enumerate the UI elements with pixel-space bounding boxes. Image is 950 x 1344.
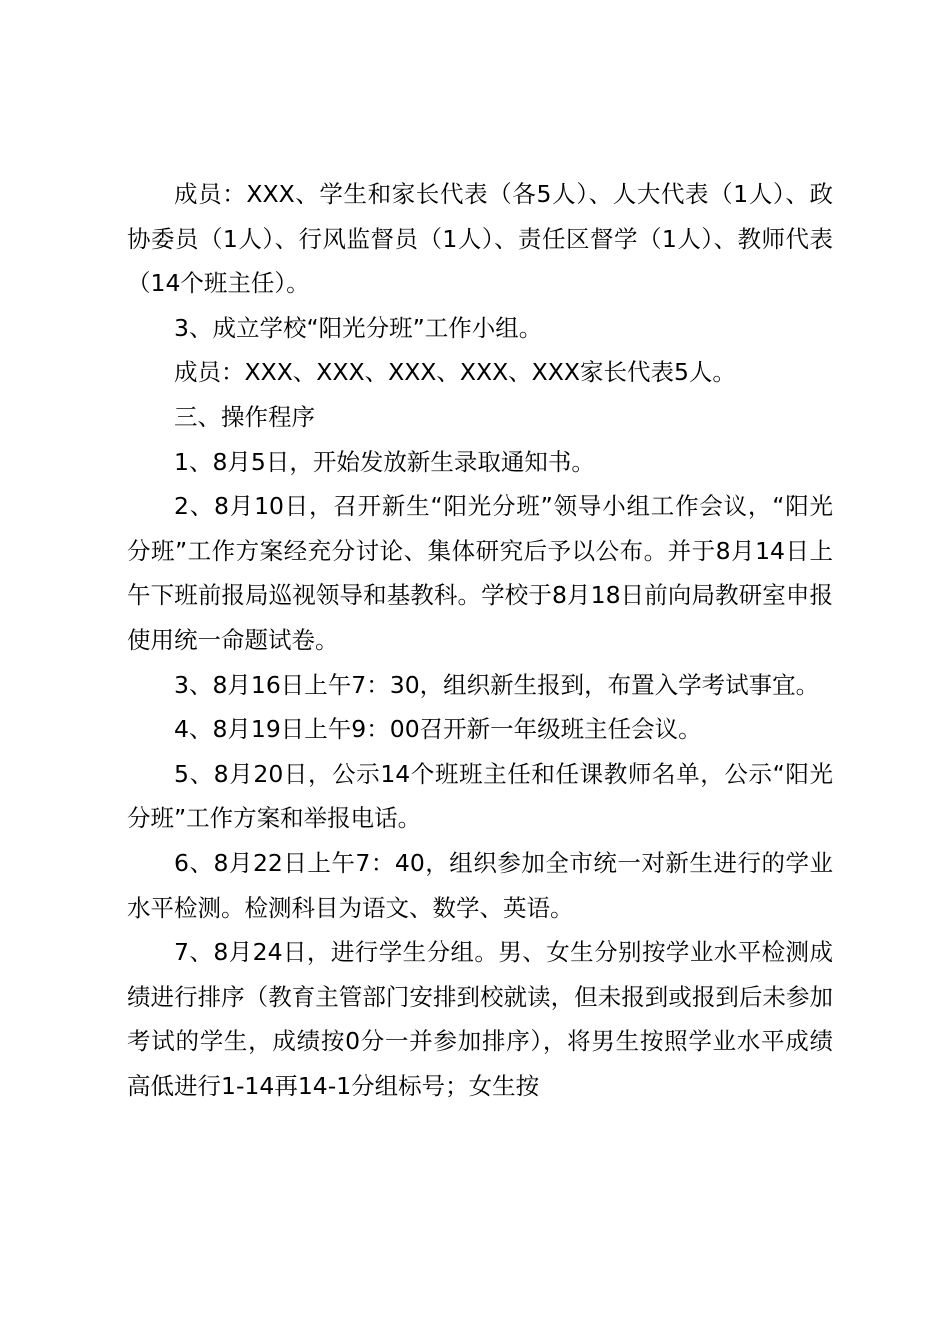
paragraph-step-6: 6、8月22日上午7：40，组织参加全市统一对新生进行的学业水平检测。检测科目为语文、数学、英语。 (127, 848, 833, 922)
paragraph-members-committee: 成员：XXX、学生和家长代表（各5人）、人大代表（1人）、政协委员（1人）、行风监督员（1人）、责任区督学（1人）、教师代表（14个班主任）。 (127, 180, 833, 298)
paragraph-step-5: 5、8月20日，公示14个班班主任和任课教师名单，公示“阳光分班”工作方案和举报电话。 (127, 759, 833, 833)
paragraph-step-2: 2、8月10日，召开新生“阳光分班”领导小组工作会议，“阳光分班”工作方案经充分讨论、集体研究后予以公布。并于8月14日上午下班前报局巡视领导和基教科。学校于8月18日前向局教研室申报使用统一命题试卷。 (127, 492, 833, 654)
paragraph-step-4: 4、8月19日上午9：00召开新一年级班主任会议。 (174, 715, 702, 744)
paragraph-step-1: 1、8月5日，开始发放新生录取通知书。 (174, 447, 595, 476)
document-page (127, 172, 833, 1108)
paragraph-working-group: 3、成立学校“阳光分班”工作小组。 (174, 313, 543, 342)
paragraph-members-group: 成员：XXX、XXX、XXX、XXX、XXX家长代表5人。 (174, 358, 736, 387)
paragraph-step-7: 7、8月24日，进行学生分组。男、女生分别按学业水平检测成绩进行排序（教育主管部门安排到校就读，但未报到或报到后未参加考试的学生，成绩按0分一并参加排序），将男生按照学业水平成绩高低进行1-14再14-1分组标号；女生按 (127, 938, 833, 1100)
section-heading-procedure: 三、操作程序 (174, 402, 315, 431)
paragraph-step-3: 3、8月16日上午7：30，组织新生报到，布置入学考试事宜。 (174, 670, 820, 699)
